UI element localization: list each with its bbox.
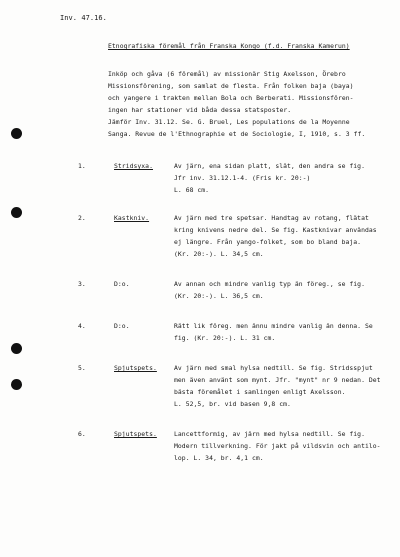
entry-line: Av järn med smal hylsa nedtill. Se fig. Stridsspjut (174, 364, 373, 372)
entry-line: Av järn med tre spetsar. Handtag av rotang, flätat (174, 214, 369, 222)
entry-name: Stridsyxa. (114, 162, 153, 170)
punch-hole (11, 207, 22, 218)
entry-number: 3. (78, 280, 86, 288)
entry-line: (Kr. 20:-). L. 34,5 cm. (174, 250, 264, 258)
entry-line: L. 68 cm. (174, 186, 210, 194)
entry-line: fig. (Kr. 20:-). L. 31 cm. (174, 334, 276, 342)
entry-line: men även använt som mynt. Jfr. "mynt" nr 9 nedan. Det (174, 376, 381, 384)
entry-number: 1. (78, 162, 86, 170)
intro-line: Sanga. Revue de l'Ethnographie et de Sociologie, I, 1910, s. 3 ff. (108, 130, 366, 138)
intro-line: Missionsförening, som samlat de flesta. Från folken baja (baya) (108, 82, 354, 90)
entry-number: 4. (78, 322, 86, 330)
intro-line: Jämför Inv. 31.12. Se. G. Bruel, Les populations de la Moyenne (108, 118, 350, 126)
punch-hole (11, 379, 22, 390)
document-title: Etnografiska föremål från Franska Kongo (f.d. Franska Kamerun) (108, 42, 350, 50)
entry-line: Modern tillverkning. För jakt på vildsvin och antilo- (174, 442, 381, 450)
intro-line: ingen har stationer vid båda dessa statsposter. (108, 106, 292, 114)
entry-name: Spjutspets. (114, 430, 157, 438)
entry-line: Rätt lik föreg. men ännu mindre vanlig än denna. Se (174, 322, 373, 330)
entry-line: Av annan och mindre vanlig typ än föreg., se fig. (174, 280, 365, 288)
entry-line: Lancettformig, av järn med hylsa nedtill. Se fig. (174, 430, 365, 438)
entry-line: Av järn, ena sidan platt, slät, den andra se fig. (174, 162, 365, 170)
punch-hole (11, 128, 22, 139)
entry-number: 6. (78, 430, 86, 438)
entry-number: 2. (78, 214, 86, 222)
entry-line: Jfr inv. 31.12.1-4. (Fris kr. 20:-) (174, 174, 311, 182)
entry-name: D:o. (114, 280, 130, 288)
inventory-number: Inv. 47.16. (60, 14, 107, 22)
entry-line: (Kr. 20:-). L. 36,5 cm. (174, 292, 264, 300)
entry-line: L. 52,5, br. vid basen 9,8 cm. (174, 400, 291, 408)
punch-hole (11, 343, 22, 354)
entry-line: ej längre. Från yango-folket, som bo bland baja. (174, 238, 362, 246)
intro-line: och yangere i trakten mellan Bola och Berberati. Missionsfören- (108, 94, 354, 102)
entry-line: bästa föremålet i samlingen enligt Axelsson. (174, 388, 346, 396)
entry-number: 5. (78, 364, 86, 372)
entry-line: lop. L. 34, br. 4,1 cm. (174, 454, 264, 462)
entry-name: Spjutspets. (114, 364, 157, 372)
entry-name: Kastkniv. (114, 214, 150, 222)
entry-line: kring knivens nedre del. Se fig. Kastknivar användas (174, 226, 377, 234)
entry-name: D:o. (114, 322, 130, 330)
intro-line: Inköp och gåva (6 föremål) av missionär Stig Axelsson, Örebro (108, 70, 346, 78)
